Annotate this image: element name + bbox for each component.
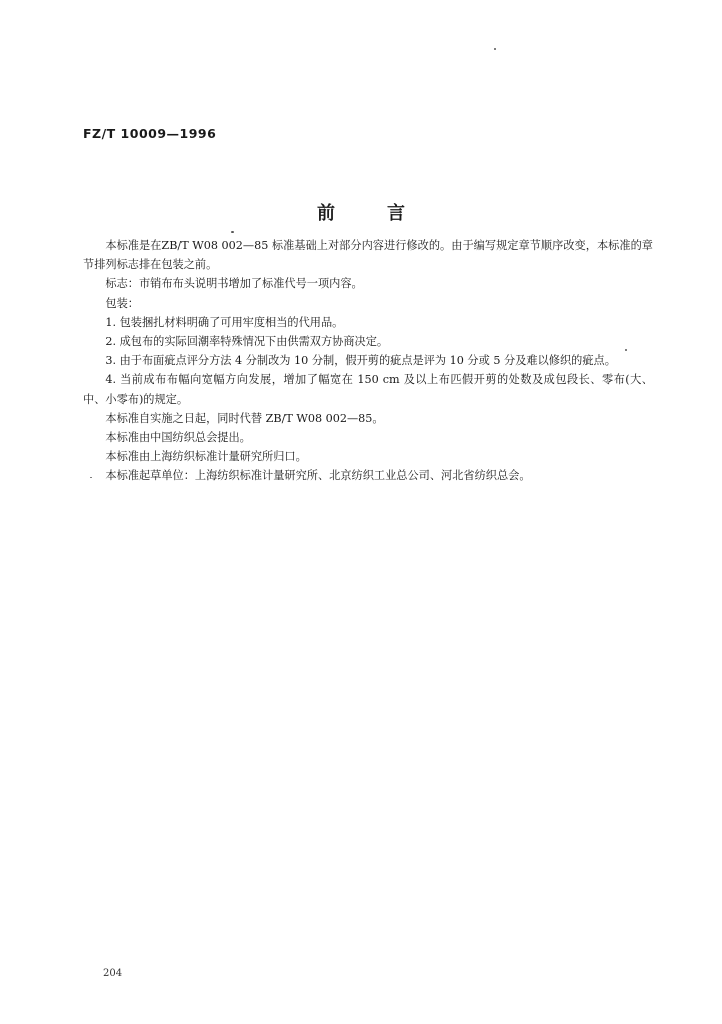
paragraph-marking: 标志：市销布布头说明书增加了标准代号一项内容。 (105, 277, 363, 291)
paragraph-packaging-heading: 包装： (105, 296, 139, 310)
paragraph-basis: 本标准是在ZB/T W08 002—85 标准基础上对部分内容进行修改的。由于编写规定章节顺序改变，本标准的章节排列标志排在包装之前。 (83, 239, 653, 272)
foreword-body (83, 236, 653, 486)
scan-speck (494, 48, 496, 50)
page-number: 204 (103, 968, 123, 979)
paragraph-administrator: 本标准由上海纺织标准计量研究所归口。 (105, 450, 307, 464)
paragraph-packaging-item-2: 2. 成包布的实际回潮率特殊情况下由供需双方协商决定。 (105, 335, 389, 349)
paragraph-proposer: 本标准由中国纺织总会提出。 (105, 431, 251, 445)
paragraph-effective-date: 本标准自实施之日起，同时代替 ZB/T W08 002—85。 (105, 411, 384, 425)
paragraph-packaging-item-3: 3. 由于布面疵点评分方法 4 分制改为 10 分制，假开剪的疵点是评为 10 分或 5 分及难以修织的疵点。 (105, 354, 616, 368)
scan-speck (625, 349, 627, 351)
scan-speck (90, 477, 92, 478)
paragraph-drafting-units: 本标准起草单位：上海纺织标准计量研究所、北京纺织工业总公司、河北省纺织总会。 (105, 469, 531, 483)
page-title: 前言 (317, 203, 457, 224)
standard-code: FZ/T 10009—1996 (83, 126, 217, 141)
paragraph-packaging-item-4: 4. 当前成布布幅向宽幅方向发展，增加了幅宽在 150 cm 及以上布匹假开剪的处数及成包段长、零布(大、中、小零布)的规定。 (83, 373, 653, 406)
scan-speck (231, 231, 234, 233)
paragraph-packaging-item-1: 1. 包装捆扎材料明确了可用牢度相当的代用品。 (105, 315, 344, 329)
